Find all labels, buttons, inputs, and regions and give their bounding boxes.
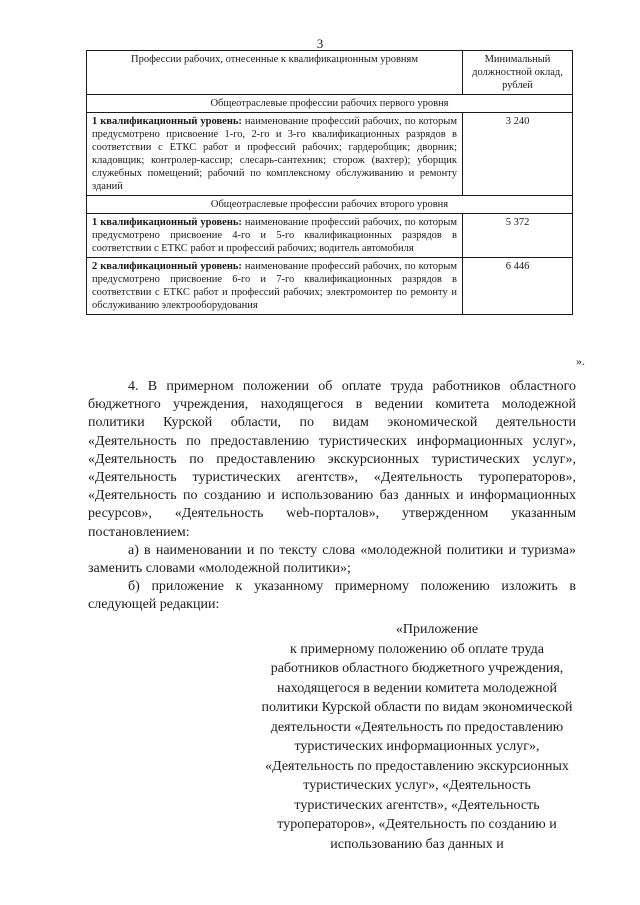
profession-text: наименование профессий рабочих, по которым предусмотрено присвоение 1-го, 2-го и 3-го квалификационных разрядов в соответствии с ЕТКС работ и профессий рабочих; гардеробщик; дворник; кладовщик; контролер-кассир; слесарь-сантехник; сторож (вахтер); уборщик служебных помещений; рабочий по комплексному обслуживанию и ремонту зданий [92, 116, 457, 192]
table-header-row [87, 51, 573, 95]
paragraph-b: б) приложение к указанному примерному положению изложить в следующей редакции: [88, 579, 576, 613]
salary-cell: 6 446 [463, 258, 573, 315]
salary-cell: 5 372 [463, 214, 573, 258]
profession-cell [87, 258, 463, 315]
table-row [87, 258, 573, 315]
profession-cell [87, 214, 463, 258]
profession-text: наименование профессий рабочих, по которым предусмотрено присвоение 4-го и 5-го квалификационных разрядов в соответствии с ЕТКС работ и профессий рабочих; водитель автомобиля [92, 217, 457, 254]
appendix-title: «Приложение [395, 622, 479, 637]
header-salary: Минимальный должностной оклад, рублей [463, 51, 573, 95]
appendix-text: к примерному положению об оплате труда работников областного бюджетного учреждения, находящегося в ведении комитета молодежной политики Курской области по видам экономической деятельности «Деятельность по предоставлению туристических информационных услуг», «Деятельность по предоставлению экскурсионных туристических услуг», «Деятельность туристических агентств», «Деятельность туроператоров», «Деятельность по созданию и использованию баз данных и [261, 641, 573, 852]
level-label: 1 квалификационный уровень: [92, 217, 242, 228]
level-label: 1 квалификационный уровень: [92, 116, 242, 127]
group-title-second-level: Общеотраслевые профессии рабочих второго уровня [87, 196, 573, 214]
group-row [87, 95, 573, 113]
document-body [88, 378, 576, 615]
table-row [87, 214, 573, 258]
group-row [87, 196, 573, 214]
closing-quote-mark: ». [576, 354, 585, 368]
level-label: 2 квалификационный уровень: [92, 261, 242, 272]
profession-cell [87, 113, 463, 196]
table-row [87, 113, 573, 196]
profession-text: наименование профессий рабочих, по которым предусмотрено присвоение 6-го и 7-го квалификационных разрядов в соответствии с ЕТКС работ и профессий рабочих; электромонтер по ремонту и обслуживанию электрооборудования [92, 261, 457, 311]
salary-table [86, 50, 573, 315]
paragraph-a: а) в наименовании и по тексту слова «молодежной политики и туризма» заменить словами «молодежной политики»; [88, 542, 576, 577]
header-professions: Профессии рабочих, отнесенные к квалификационным уровням [87, 51, 463, 95]
group-title-first-level: Общеотраслевые профессии рабочих первого уровня [87, 95, 573, 113]
appendix-heading [258, 620, 576, 854]
salary-cell: 3 240 [463, 113, 573, 196]
page-number: 3 [316, 36, 324, 51]
paragraph-4: 4. В примерном положении об оплате труда работников областного бюджетного учреждения, находящегося в ведении комитета молодежной политики Курской области, по видам экономической деятельности «Деятельность по предоставлению туристических информационных услуг», «Деятельность по предоставлению экскурсионных туристических услуг», «Деятельность туристических агентств», «Деятельность туроператоров», «Деятельность по созданию и использованию баз данных и информационных ресурсов», «Деятельность web-порталов», утвержденном указанным постановлением: [88, 379, 576, 540]
